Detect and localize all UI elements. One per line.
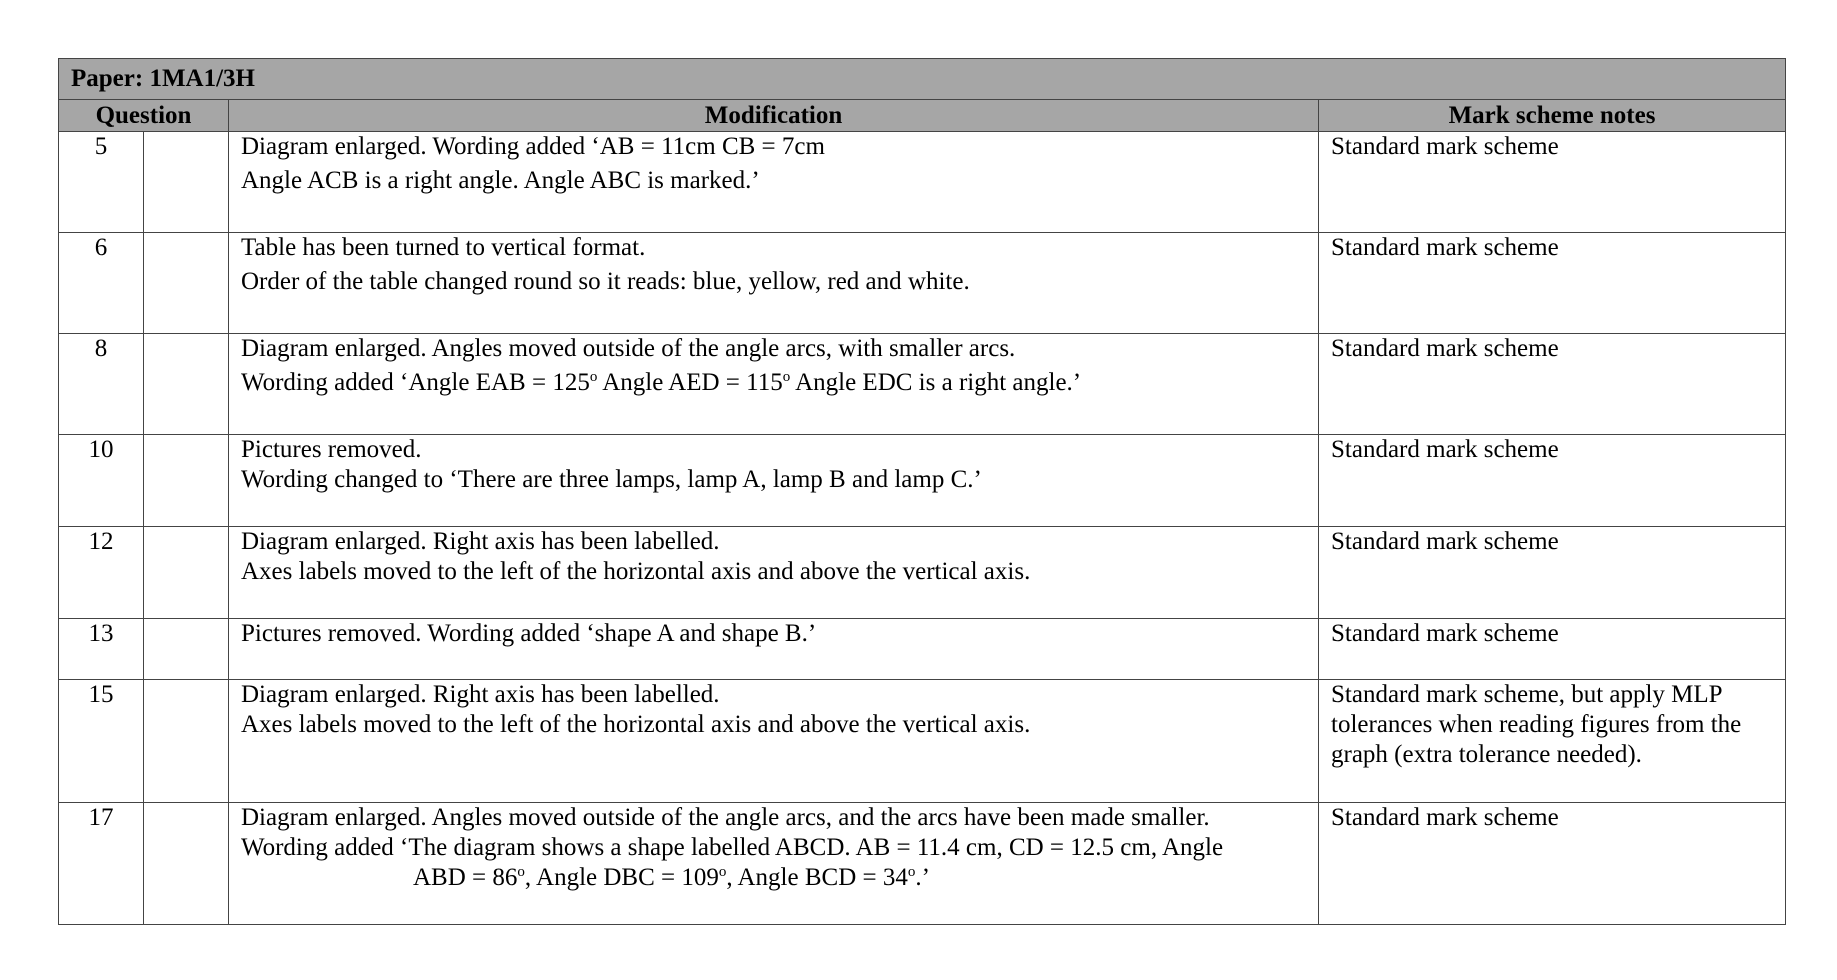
table-row	[59, 435, 1786, 527]
question-subpart	[144, 527, 229, 619]
question-number: 10	[59, 435, 144, 527]
notes-cell: Standard mark scheme	[1319, 527, 1786, 619]
modification-line: Angle ACB is a right angle. Angle ABC is marked.’	[241, 167, 760, 194]
question-subpart	[144, 619, 229, 680]
modification-line: Pictures removed. Wording added ‘shape A and shape B.’	[241, 620, 817, 647]
table-row	[59, 527, 1786, 619]
modification-cell	[229, 132, 1319, 233]
degree-symbol: o	[782, 369, 791, 385]
question-subpart	[144, 680, 229, 803]
modification-line: Diagram enlarged. Angles moved outside of the angle arcs, and the arcs have been made smaller.	[241, 804, 1210, 831]
question-subpart	[144, 334, 229, 435]
table-row	[59, 132, 1786, 233]
header-notes: Mark scheme notes	[1319, 100, 1786, 132]
notes-cell: Standard mark scheme	[1319, 334, 1786, 435]
question-number: 15	[59, 680, 144, 803]
modification-cell	[229, 334, 1319, 435]
table-row	[59, 619, 1786, 680]
paper-label: Paper: 1MA1/3H	[59, 59, 1786, 100]
question-number: 5	[59, 132, 144, 233]
modifications-table	[58, 58, 1786, 925]
modification-cell	[229, 527, 1319, 619]
modification-line: Diagram enlarged. Wording added ‘AB = 11cm CB = 7cm	[241, 133, 825, 160]
question-subpart	[144, 233, 229, 334]
table-row	[59, 334, 1786, 435]
modification-cell	[229, 619, 1319, 680]
degree-symbol: o	[907, 864, 916, 880]
modification-line: Axes labels moved to the left of the horizontal axis and above the vertical axis.	[241, 711, 1031, 738]
modification-line: Pictures removed.	[241, 436, 422, 463]
question-number: 8	[59, 334, 144, 435]
modification-line: Diagram enlarged. Right axis has been labelled.	[241, 681, 720, 708]
modification-line: ABD = $86^o$, Angle DBC = $109^o$, Angle BCD = $34^o$.’	[413, 864, 930, 891]
modification-line: Wording added ‘Angle EAB = $125^o$ Angle AED = $115^o$ Angle EDC is a right angle.’	[241, 369, 1082, 396]
notes-line: tolerances when reading figures from the	[1331, 711, 1742, 738]
question-subpart	[144, 132, 229, 233]
paper-row	[59, 59, 1786, 100]
notes-cell: Standard mark scheme	[1319, 435, 1786, 527]
modification-line: Axes labels moved to the left of the horizontal axis and above the vertical axis.	[241, 558, 1031, 585]
degree-symbol: o	[718, 864, 727, 880]
modification-line: Wording changed to ‘There are three lamps, lamp A, lamp B and lamp C.’	[241, 466, 982, 493]
notes-cell: Standard mark scheme	[1319, 619, 1786, 680]
modification-cell	[229, 233, 1319, 334]
modification-cell	[229, 680, 1319, 803]
question-number: 17	[59, 803, 144, 925]
modification-line: Diagram enlarged. Right axis has been labelled.	[241, 528, 720, 555]
question-number: 12	[59, 527, 144, 619]
degree-symbol: o	[517, 864, 525, 880]
table-row	[59, 803, 1786, 925]
question-subpart	[144, 803, 229, 925]
header-question: Question	[59, 100, 229, 132]
modification-cell	[229, 435, 1319, 527]
modification-cell	[229, 803, 1319, 925]
degree-symbol: o	[589, 369, 598, 385]
notes-line: Standard mark scheme, but apply MLP	[1331, 681, 1723, 708]
table-row	[59, 680, 1786, 803]
notes-cell: Standard mark scheme	[1319, 233, 1786, 334]
notes-cell: Standard mark scheme	[1319, 132, 1786, 233]
question-number: 6	[59, 233, 144, 334]
header-modification: Modification	[229, 100, 1319, 132]
modification-line: Wording added ‘The diagram shows a shape labelled ABCD. AB = 11.4 cm, CD = 12.5 cm, Angle	[241, 834, 1224, 861]
header-row	[59, 100, 1786, 132]
notes-cell: Standard mark scheme	[1319, 803, 1786, 925]
modification-line: Order of the table changed round so it reads: blue, yellow, red and white.	[241, 268, 970, 295]
notes-cell	[1319, 680, 1786, 803]
table-row	[59, 233, 1786, 334]
notes-line: graph (extra tolerance needed).	[1331, 741, 1642, 768]
modification-line: Table has been turned to vertical format.	[241, 234, 646, 261]
modification-line: Diagram enlarged. Angles moved outside of the angle arcs, with smaller arcs.	[241, 335, 1016, 362]
question-subpart	[144, 435, 229, 527]
question-number: 13	[59, 619, 144, 680]
